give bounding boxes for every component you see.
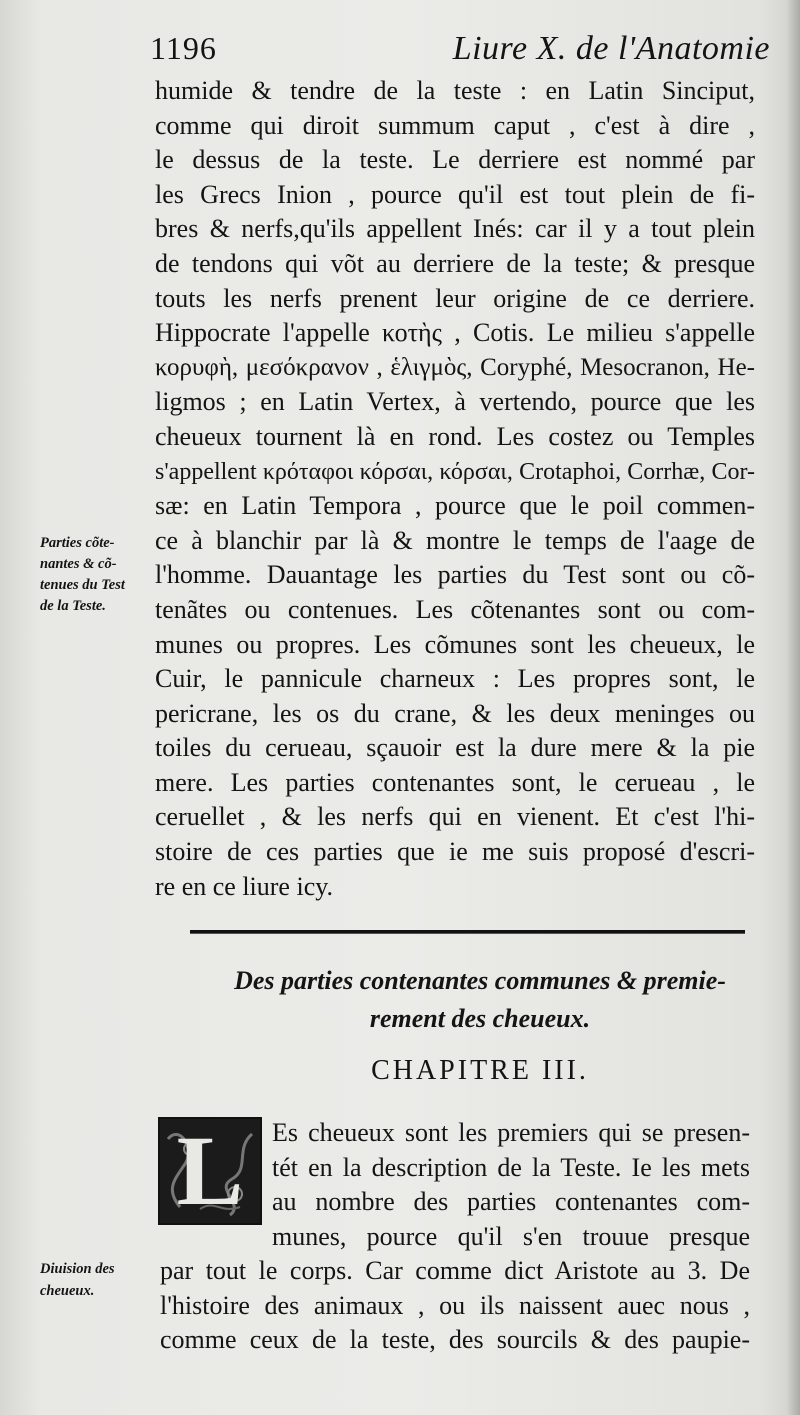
text-line: stoire de ces parties que ie me suis proposé d'escri-	[155, 837, 755, 867]
running-title: Liure X. de l'Anatomie	[452, 30, 770, 67]
text-line: Es cheueux sont les premiers qui se presen-	[272, 1118, 750, 1147]
text-line: comme ceux de la teste, des sourcils & des paupie-	[160, 1325, 750, 1355]
margin-note-line: tenues du Test	[40, 577, 125, 593]
text-line: humide & tendre de la teste : en Latin Sinciput,	[155, 76, 755, 105]
section-heading-line-2: rement des cheueux.	[369, 1004, 591, 1033]
text-line: le dessus de la teste. Le derriere est nommé par	[155, 145, 755, 175]
chapter-text	[160, 1254, 750, 1358]
text-line: au nombre des parties contenantes com-	[272, 1187, 750, 1217]
text-line: s'appellent κρόταφοι κόρσαι, κόρσαι, Crotaphoi, Corrhæ, Cor-	[155, 458, 755, 485]
margin-note-line: cheueux.	[40, 1283, 95, 1299]
text-line: munes ou propres. Les cõmunes sont les cheueux, le	[155, 629, 755, 659]
page-number: 1196	[150, 30, 217, 66]
text-line: Hippocrate l'appelle κοτὴς , Cotis. Le milieu s'appelle	[155, 318, 755, 348]
text-line: sæ: en Latin Tempora , pource que le poil commen-	[155, 491, 755, 521]
body-text	[155, 74, 755, 904]
text-line: tenãtes ou contenues. Les cõtenantes sont ou com-	[155, 594, 755, 624]
margin-note-line: de la Teste.	[40, 598, 106, 614]
margin-note-parties	[40, 533, 152, 617]
text-line: ligmos ; en Latin Vertex, à vertendo, pource que les	[155, 387, 755, 417]
text-line: touts les nerfs prenent leur origine de ce derriere.	[155, 283, 755, 313]
text-line: re en ce liure icy.	[155, 871, 334, 901]
text-line: κορυφὴ, μεσόκρανον , ἑλιγμὸς, Coryphé, Mesocranon, He-	[155, 353, 755, 381]
text-line: l'homme. Dauantage les parties du Test sont ou cõ-	[155, 560, 755, 590]
text-line: munes, pource qu'il s'en trouue presque	[272, 1221, 750, 1251]
margin-note-line: Parties cõte-	[40, 535, 115, 551]
text-line: pericrane, les os du crane, & les deux meninges ou	[155, 698, 755, 728]
text-line: cheueux tournent là en rond. Les costez ou Temples	[155, 421, 755, 451]
page-edge-shadow	[786, 0, 800, 1415]
margin-note-line: nantes & cõ-	[40, 556, 117, 572]
page-header	[150, 30, 770, 74]
chapter-text-beside-cap	[272, 1116, 750, 1254]
margin-note-line: Diuision des	[40, 1261, 115, 1277]
chapter-title: CHAPITRE III.	[371, 1055, 589, 1086]
text-line: l'histoire des animaux , ou ils naissent auec nous ,	[160, 1290, 750, 1320]
text-line: les Grecs Inion , pource qu'il est tout plein de fi-	[155, 179, 755, 209]
text-line: toiles du cerueau, sçauoir est la dure mere & la pie	[155, 733, 755, 763]
text-line: tét en la description de la Teste. Ie les mets	[272, 1152, 750, 1182]
text-line: Cuir, le pannicule charneux : Les propres sont, le	[155, 664, 755, 694]
text-line: de tendons qui võt au derriere de la teste; & presque	[155, 248, 755, 278]
text-line: ceruellet , & les nerfs qui en vienent. Et c'est l'hi-	[155, 802, 755, 832]
drop-cap-letter: L	[176, 1115, 244, 1226]
drop-cap	[158, 1117, 262, 1225]
text-line: mere. Les parties contenantes sont, le cerueau , le	[155, 767, 755, 797]
section-heading-line-1: Des parties contenantes communes & premie-	[234, 966, 726, 995]
margin-note-diuision	[40, 1258, 152, 1302]
text-line: bres & nerfs,qu'ils appellent Inés: car il y a tout plein	[155, 214, 755, 244]
text-line: comme qui diroit summum caput , c'est à dire ,	[155, 110, 755, 140]
section-heading	[180, 962, 780, 1038]
section-rule	[190, 930, 745, 933]
text-line: ce à blanchir par là & montre le temps de l'aage de	[155, 525, 755, 555]
text-line: par tout le corps. Car comme dict Aristote au 3. De	[160, 1256, 750, 1285]
